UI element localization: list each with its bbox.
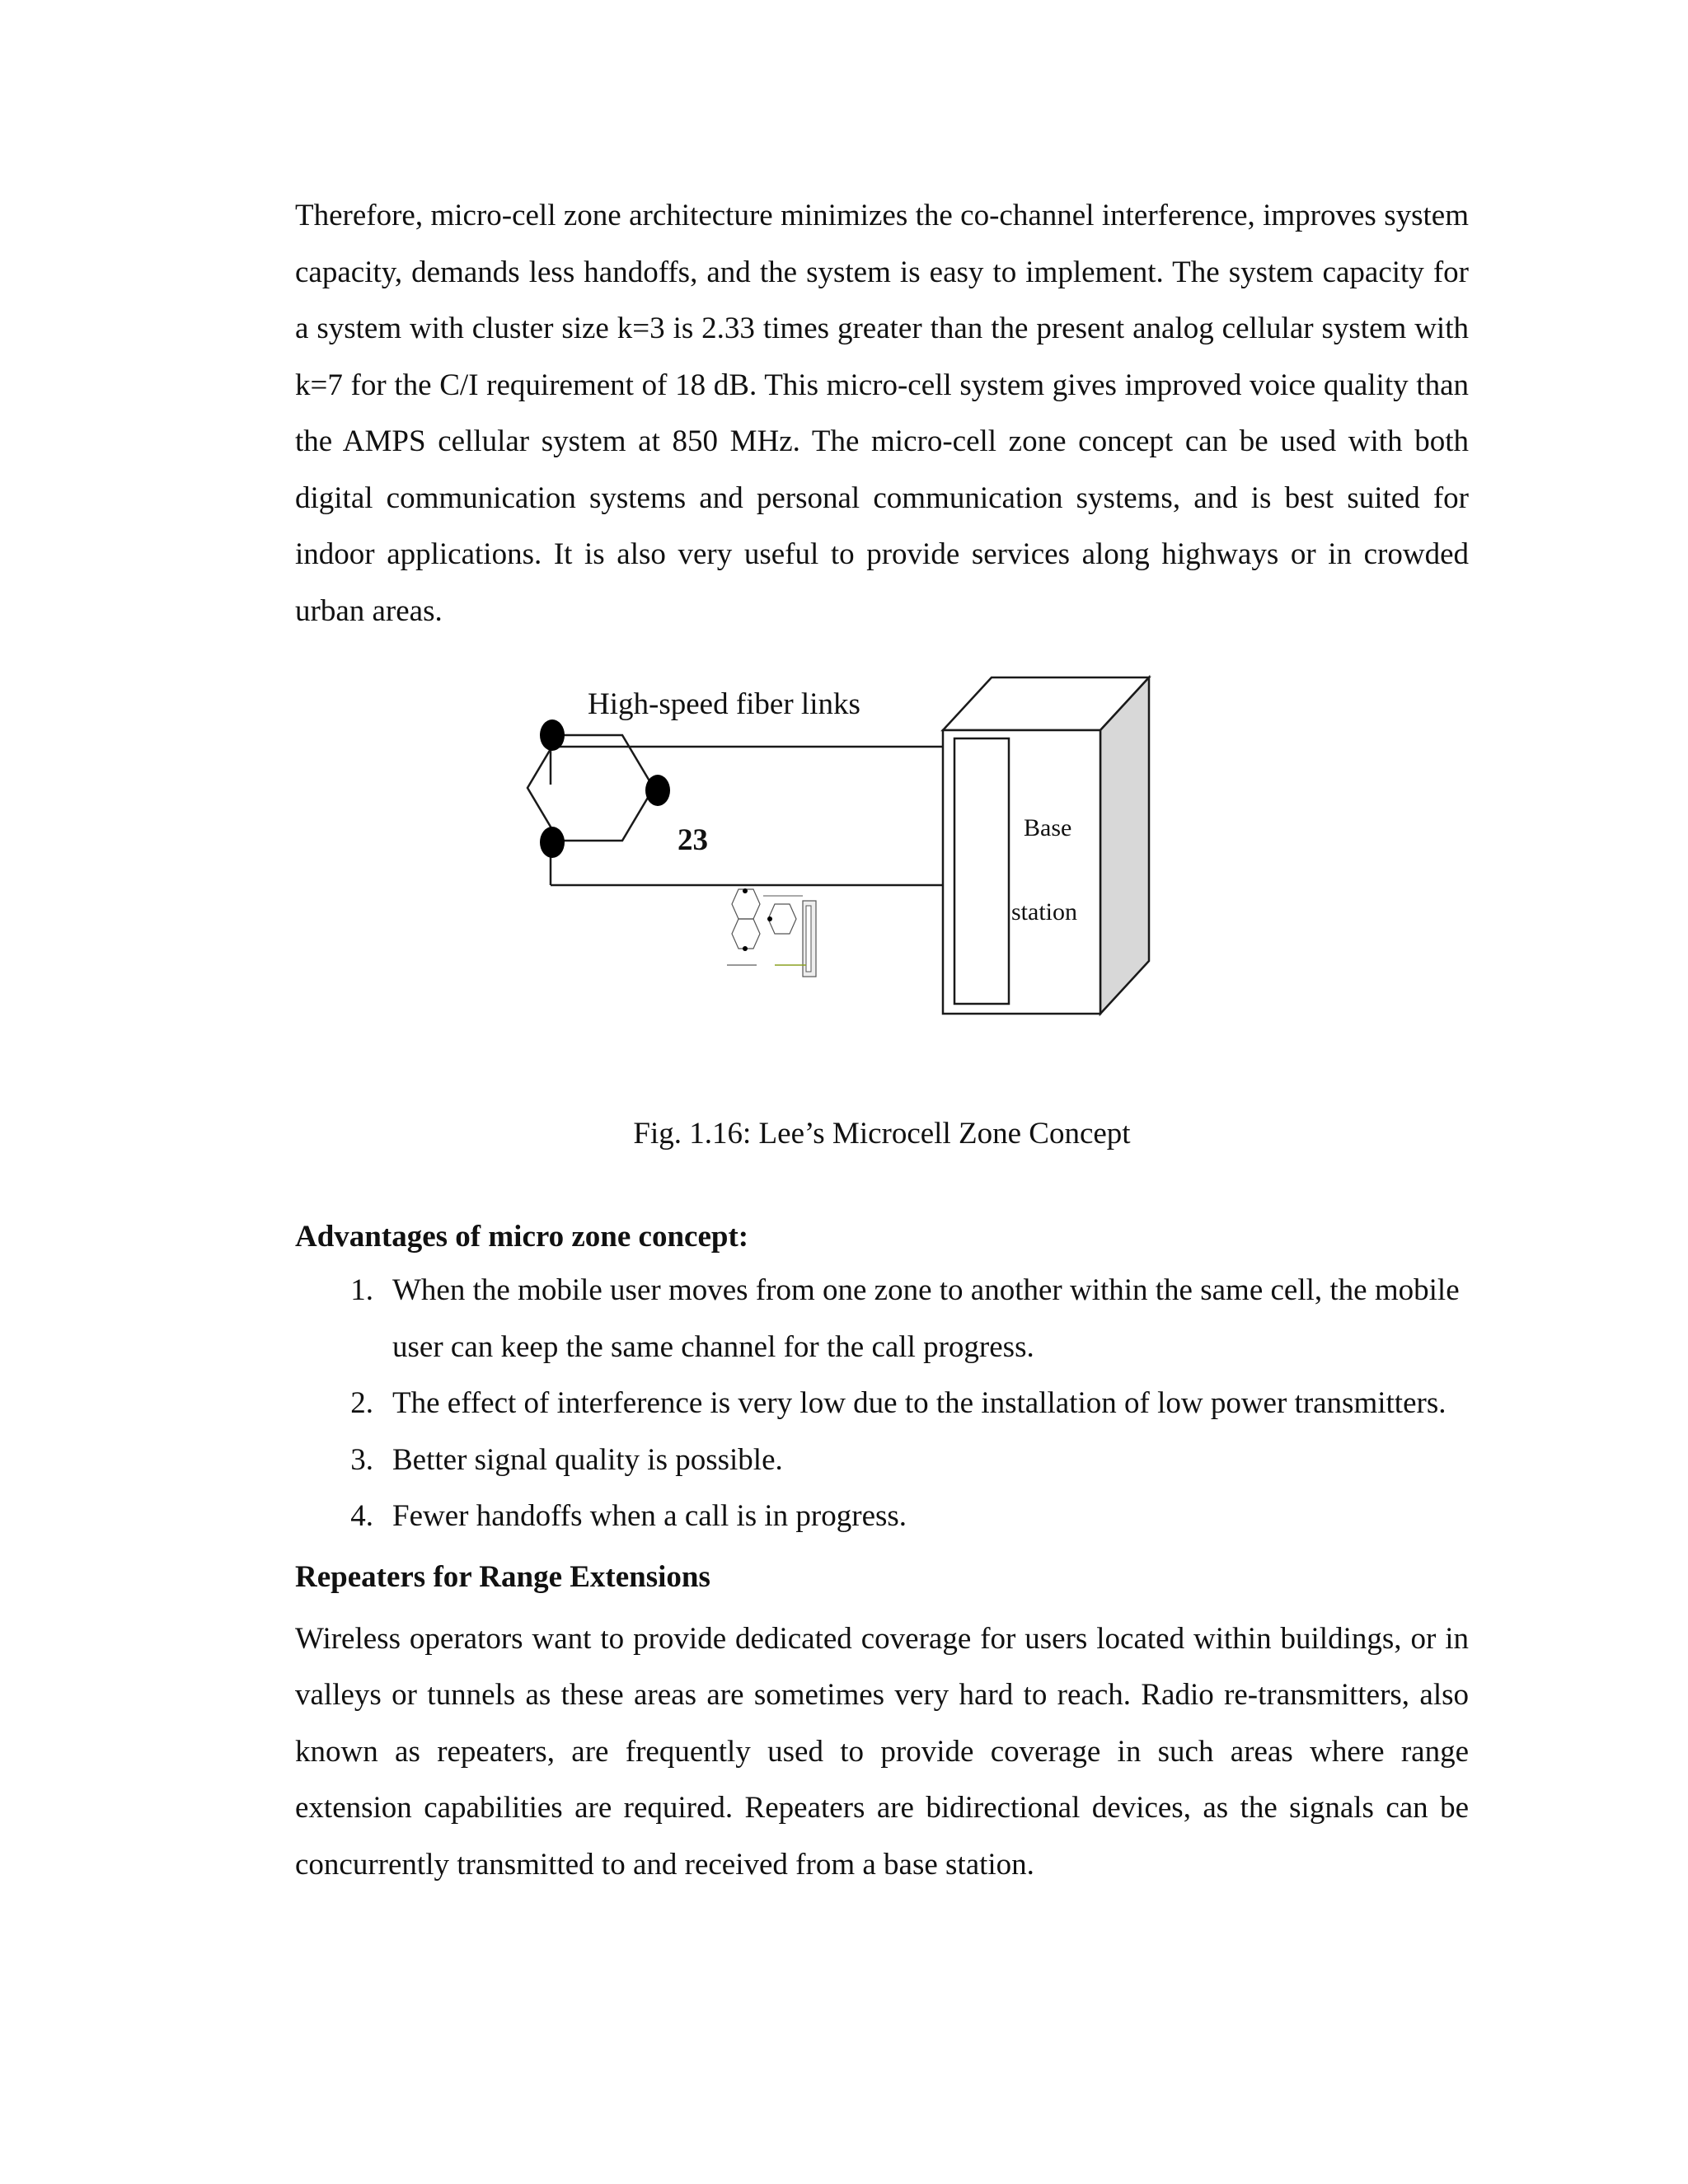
base-station-rack <box>954 738 1009 1004</box>
list-item <box>295 1263 1469 1376</box>
microcell-diagram <box>295 653 1469 1114</box>
list-item <box>295 1488 1469 1545</box>
microcell-figure <box>295 653 1469 1114</box>
list-item-text: Fewer handoffs when a call is in progress. <box>392 1499 907 1533</box>
list-item-number: 2. <box>350 1386 373 1420</box>
base-station-label-station: station <box>1011 898 1077 926</box>
list-item <box>295 1376 1469 1432</box>
cell-number: 23 <box>678 823 708 857</box>
zone-site-dot-bottom <box>540 827 565 858</box>
base-station-side-face <box>1100 677 1149 1014</box>
list-item-text: The effect of interference is very low due to the installation of low power transmitters. <box>392 1386 1447 1420</box>
intro-paragraph: Therefore, micro-cell zone architecture minimizes the co-channel interference, improves system capacity, demands less handoffs, and the system is easy to implement. The system capacity for a system with cluster size k=3 is 2.33 times greater than the present analog cellular system with k=7 for the C/I requirement of 18 dB. This micro-cell system gives improved voice quality than the AMPS cellular system at 850 MHz. The micro-cell zone concept can be used with both digital communication systems and personal communication systems, and is best suited for indoor applications. It is also very useful to provide services along highways or in crowded urban areas. <box>295 199 1469 628</box>
list-item-number: 1. <box>350 1273 373 1307</box>
figure-caption: Fig. 1.16: Lee’s Microcell Zone Concept <box>633 1117 1131 1151</box>
repeaters-paragraph: Wireless operators want to provide dedicated coverage for users located within buildings, or in valleys or tunnels as these areas are sometimes very hard to reach. Radio re-transmitters, also known as repeaters, are frequently used to provide coverage in such areas where range extension capabilities are required. Repeaters are bidirectional devices, as the signals can be concurrently transmitted to and received from a base station. <box>295 1621 1469 1882</box>
base-station-label-base: Base <box>1024 814 1072 841</box>
list-item-number: 4. <box>350 1499 373 1533</box>
zone-site-dot-right <box>645 775 670 806</box>
fiber-links-label: High-speed fiber links <box>588 687 860 721</box>
zone-site-dot-top <box>540 719 565 751</box>
cell-hexagon <box>528 735 654 841</box>
figure-thumbnail <box>727 888 816 977</box>
document-page <box>295 188 1469 1893</box>
advantages-heading: Advantages of micro zone concept: <box>295 1220 749 1254</box>
list-item-text: Better signal quality is possible. <box>392 1442 783 1477</box>
advantages-list <box>295 1263 1469 1545</box>
list-item-text: When the mobile user moves from one zone to another within the same cell, the mobile user can keep the same channel for the call progress. <box>392 1273 1460 1364</box>
list-item-number: 3. <box>350 1442 373 1477</box>
list-item <box>295 1432 1469 1489</box>
repeaters-heading: Repeaters for Range Extensions <box>295 1559 710 1594</box>
